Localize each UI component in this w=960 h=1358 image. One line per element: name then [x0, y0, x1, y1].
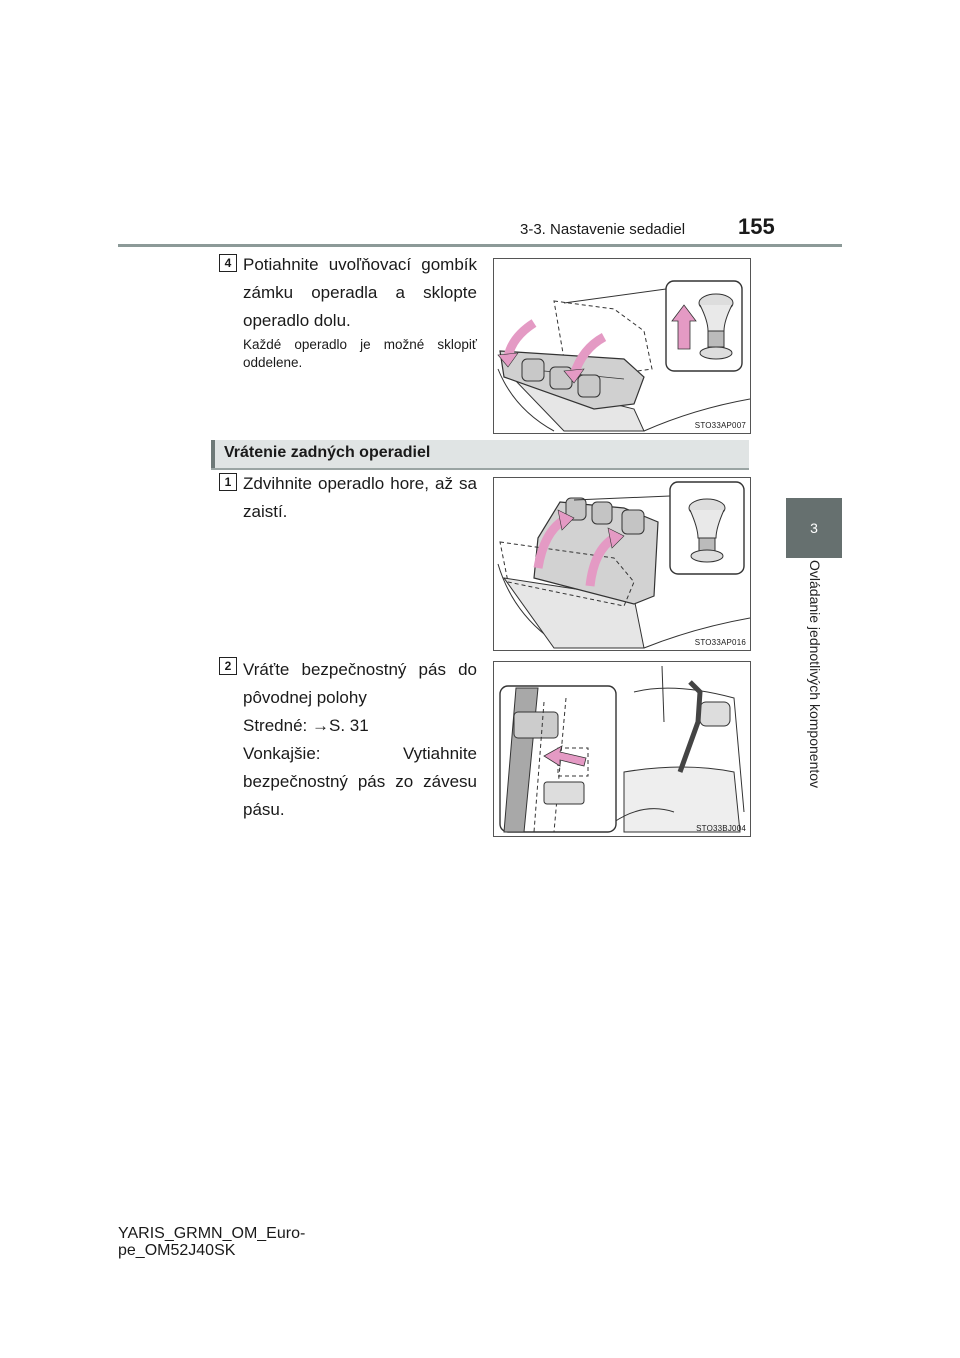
footer-line-1: YARIS_GRMN_OM_Euro- [118, 1225, 306, 1242]
step-text-2-line-2: Stredné: →S. 31 [243, 716, 369, 735]
section-heading [211, 440, 749, 470]
page-number: 155 [738, 214, 775, 239]
step-text-2-line-1: Vráťte bezpečnostný pás do pôvodnej polohy [243, 660, 477, 707]
step-text-4: Potiahnite uvoľňovací gombík zámku operadla a sklopte operadlo dolu. [243, 255, 477, 330]
step-text-2 [243, 656, 477, 824]
figure-seat-belt [493, 661, 751, 837]
figure-fold-seat [493, 258, 751, 434]
fold-seat-illustration [494, 259, 750, 433]
header-section-title: 3-3. Nastavenie sedadiel [520, 221, 686, 238]
step-note-4: Každé operadlo je možné sklopiť oddelene. [243, 337, 477, 370]
figure-raise-seat [493, 477, 751, 651]
footer-document-id [118, 1225, 305, 1259]
raise-seat-illustration [494, 478, 750, 650]
figure-code: STO33BJ004 [696, 824, 746, 833]
chapter-title: Ovládanie jednotlivých komponentov [807, 560, 823, 789]
chapter-tab: 3 [786, 498, 842, 558]
chapter-title-vertical [785, 560, 847, 810]
header-rule [118, 244, 842, 247]
footer-line-2: pe_OM52J40SK [118, 1242, 236, 1259]
step-text-1: Zdvihnite operadlo hore, až sa zaistí. [243, 474, 477, 521]
section-heading-text: Vrátenie zadných operadiel [224, 444, 431, 461]
section-heading-bar [211, 440, 215, 468]
step-text-2-line-3: Vonkajšie: Vytiahnite bezpečnostný pás zo závesu pásu. [243, 744, 477, 819]
figure-code: STO33AP007 [694, 421, 746, 430]
step-number-1: 1 [219, 473, 237, 491]
step-number-4: 4 [219, 254, 237, 272]
seat-belt-illustration [494, 662, 750, 836]
figure-code: STO33AP016 [694, 638, 746, 647]
step-number-2: 2 [219, 657, 237, 675]
